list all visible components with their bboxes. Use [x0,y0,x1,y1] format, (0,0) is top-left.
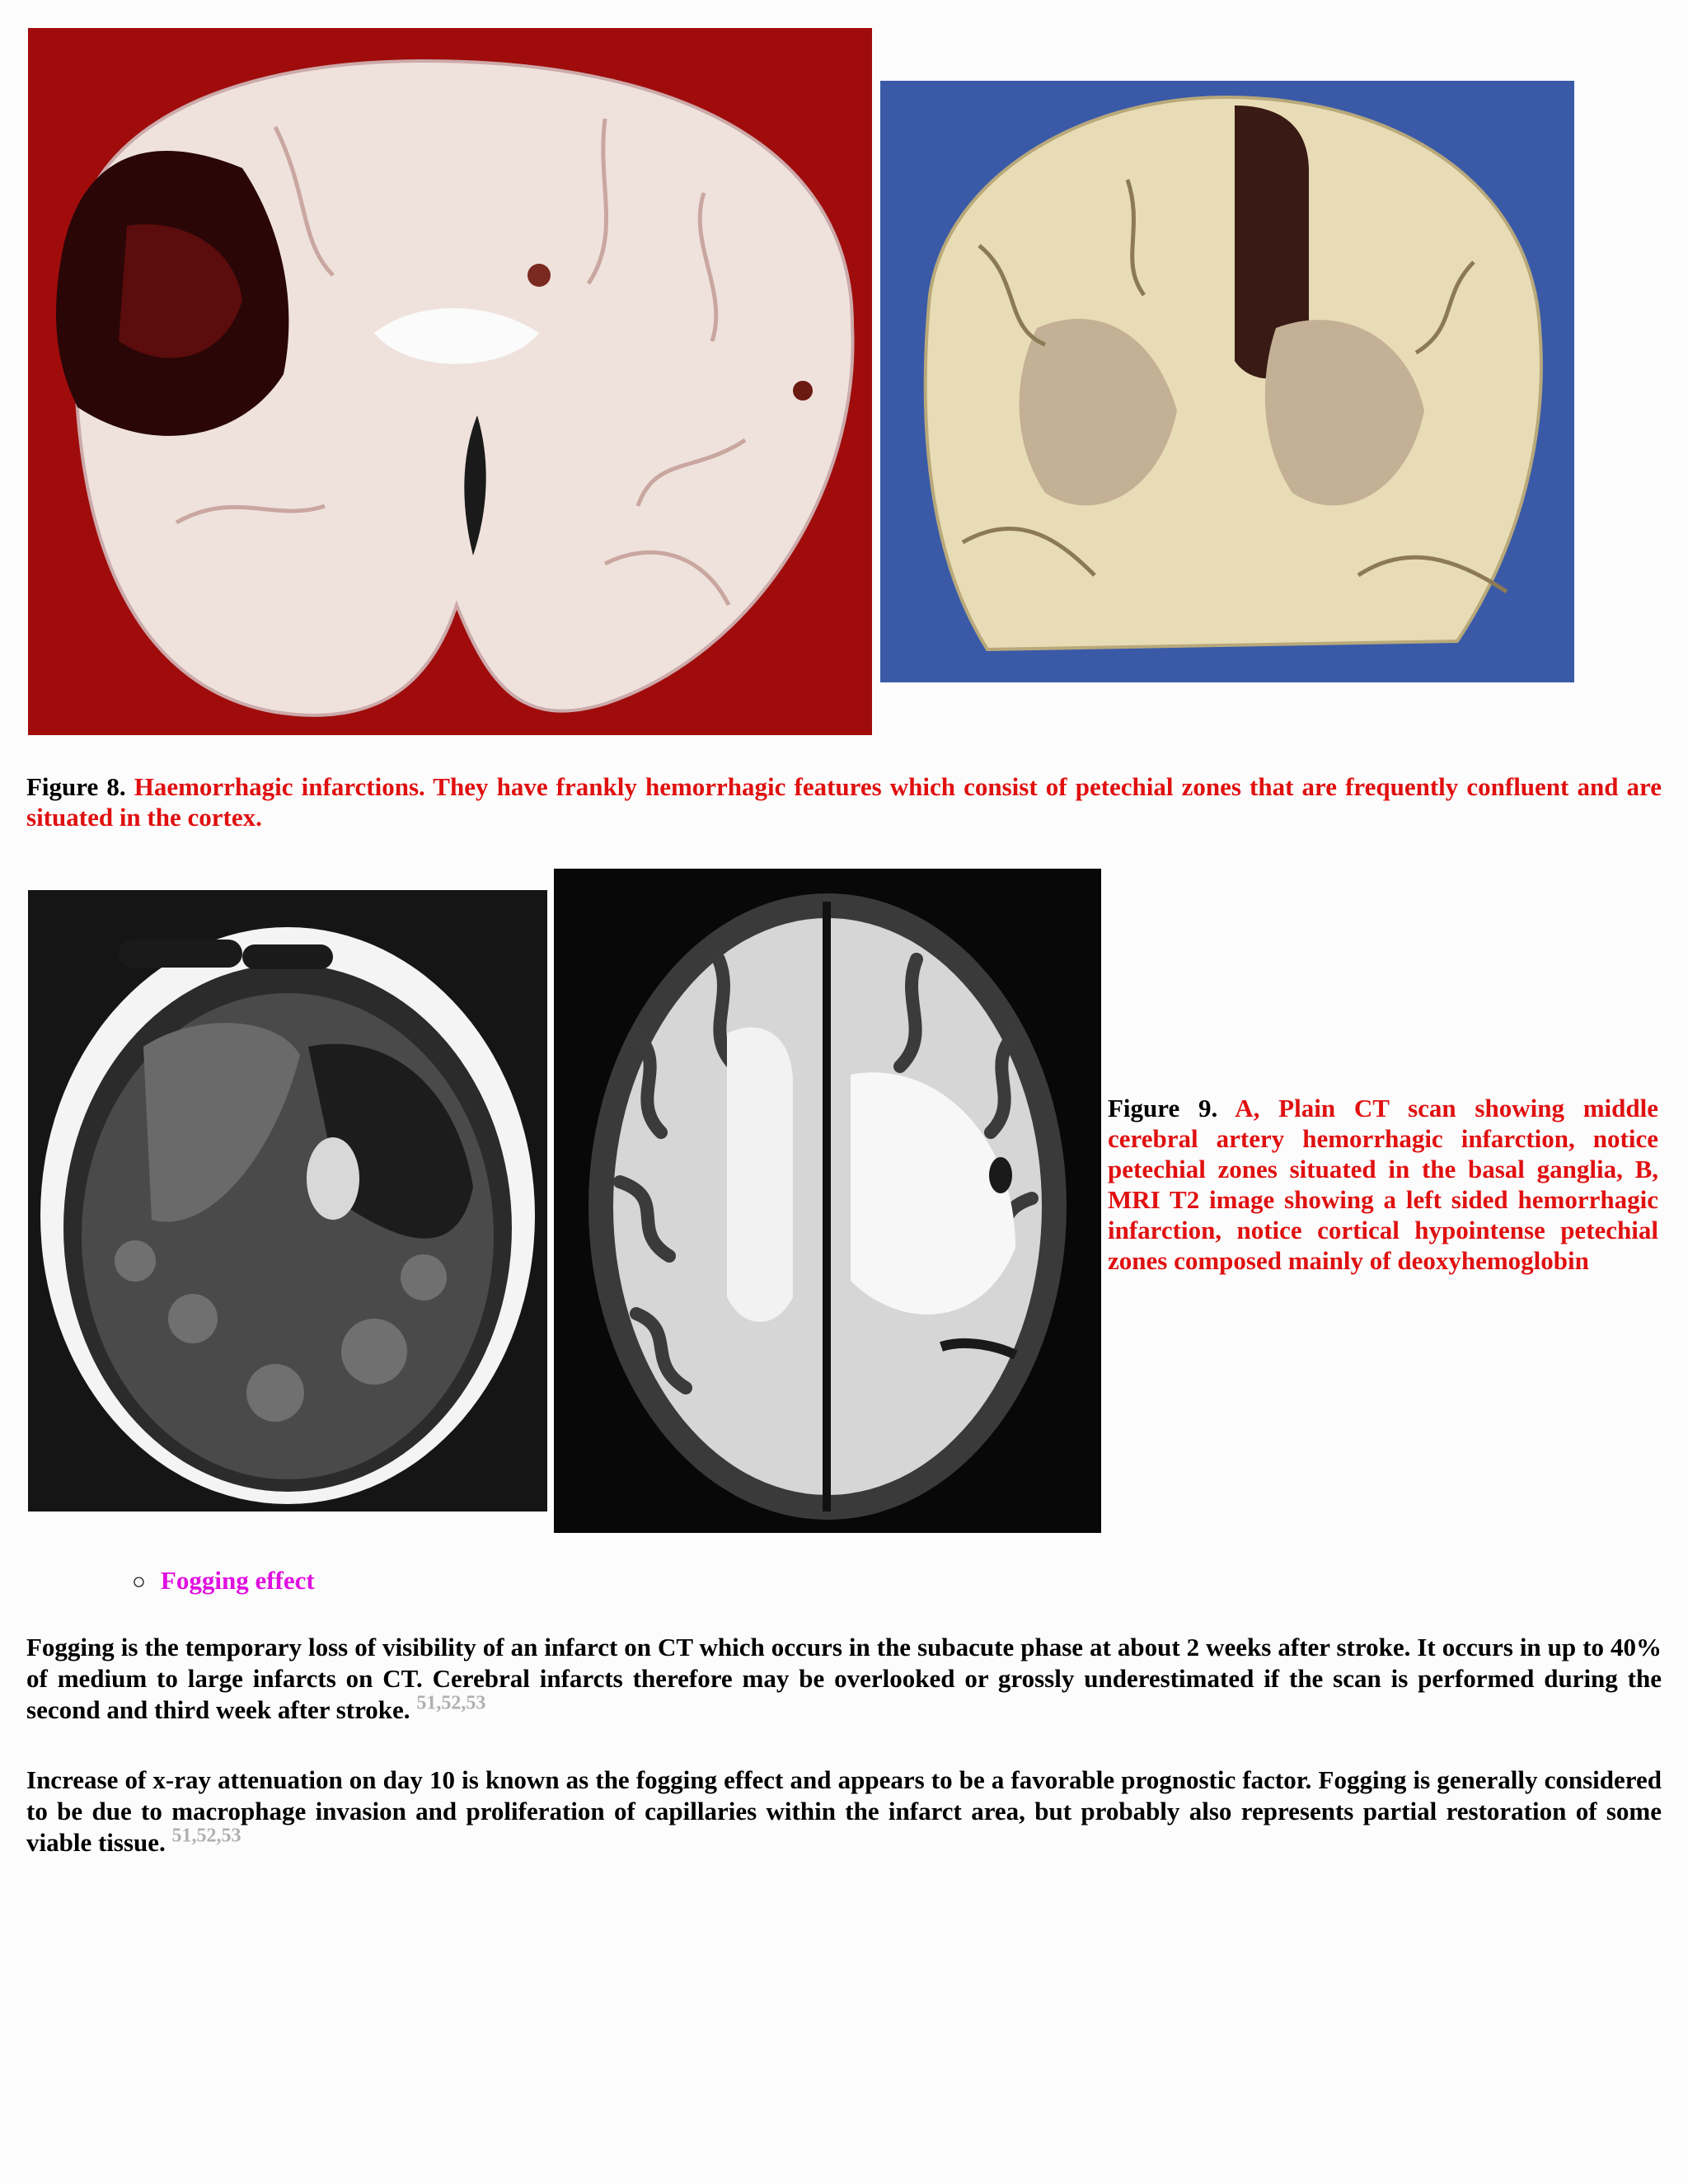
figure9-caption-text: A, Plain CT scan showing middle cerebral artery hemorrhagic infarction, notice petechial zones situated in the basal ganglia, B, MRI T2 image showing a left sided hemorrhagic infarction, notice cortical hypointense petechial zones composed mainly of deoxyhemoglobin [1108,1094,1658,1275]
paragraph-1-citation: 51,52,53 [416,1692,486,1714]
paragraph-2 [26,1765,1662,1858]
figure8-photo-hemorrhagic-brain [28,28,872,735]
figure9-label: Figure 9. [1108,1094,1218,1122]
paragraph-1-text: Fogging is the temporary loss of visibility of an infarct on CT which occurs in the subacute phase at about 2 weeks after stroke. It occurs in up to 40% of medium to large infarcts on CT. Cerebral infarcts therefore may be overlooked or grossly underestimated if the scan is performed during the second and third week after stroke. [26,1633,1662,1724]
figure9-ct-scan [28,890,547,1511]
figure8-photo-pale-infarct-brain [880,81,1574,682]
paragraph-1 [26,1632,1662,1726]
paragraph-2-text: Increase of x-ray attenuation on day 10 is known as the fogging effect and appears to be a favorable prognostic factor. Fogging is generally considered to be due to macrophage invasion and proliferation of capillaries within the infarct area, but probably also represents partial restoration of some viable tissue. [26,1765,1662,1857]
figure9-caption [1108,1093,1658,1276]
hollow-circle-bullet-icon: ○ [132,1569,146,1595]
figure8-label: Figure 8. [26,772,126,801]
paragraph-2-citation: 51,52,53 [171,1825,241,1847]
figure9-mri-t2 [554,869,1101,1533]
bullet-label: Fogging effect [160,1566,315,1595]
figure8-caption-text: Haemorrhagic infarctions. They have frankly hemorrhagic features which consist of petechial zones that are frequently confluent and are situated in the cortex. [26,772,1662,832]
section-bullet-heading [132,1566,315,1596]
figure8-caption [26,771,1662,832]
